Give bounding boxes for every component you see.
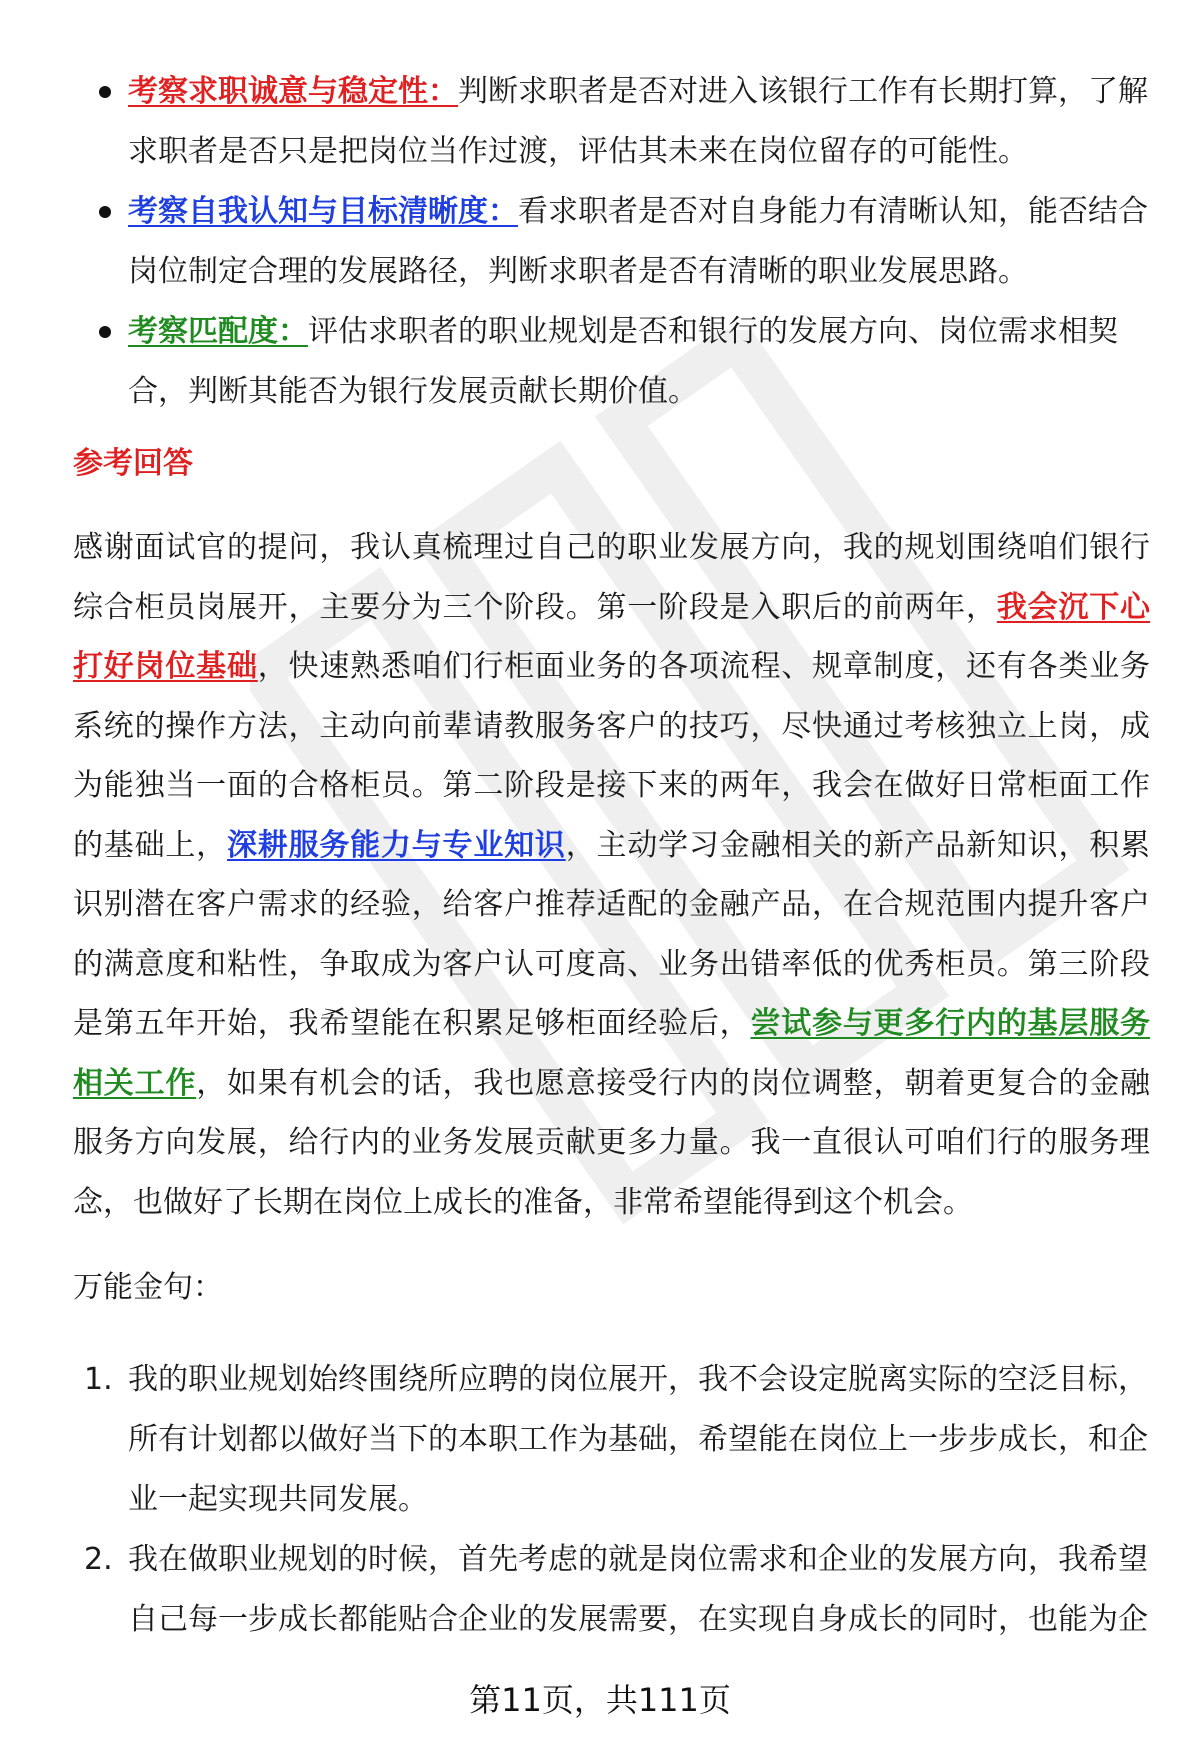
answer-text: 感谢面试官的提问，我认真梳理过自己的职业发展方向，我的规划围绕咱们银行综合柜员岗展开，主要分为三个阶段。第一阶段是入职后的前两年， [73,530,1150,625]
page-footer: 第11页，共111页 [469,1681,731,1719]
criteria-text: 判断求职者是否对进入该银行工作有长期打算，了解求职者是否只是把岗位当作过渡，评估其未来在岗位留存的可能性。 [128,74,1148,169]
answer-highlight: 我会沉下心打好岗位基础 [73,589,1151,684]
list-item [95,302,1155,422]
answer-highlight: 深耕服务能力与专业知识 [226,827,566,863]
golden-sentences-list [80,1350,1155,1650]
golden-sentence-text: 我在做职业规划的时候，首先考虑的就是岗位需求和企业的发展方向，我希望自己每一步成长都能贴合企业的发展需要，在实现自身成长的同时，也能为企 [128,1542,1148,1637]
answer-heading: 参考回答 [73,446,193,481]
answer-highlight: 尝试参与更多行内的基层服务相关工作 [73,1006,1151,1101]
answer-text: ，快速熟悉咱们行柜面业务的各项流程、规章制度，还有各类业务系统的操作方法，主动向前辈请教服务客户的技巧，尽快通过考核独立上岗，成为能独当一面的合格柜员。第二阶段是接下来的两年，我会在做好日常柜面工作的基础上， [73,649,1151,863]
list-number: 1. [84,1362,113,1397]
list-item [80,1350,1155,1530]
list-number: 2. [84,1542,113,1577]
answer-paragraph [73,518,1150,1232]
criteria-keyword: 考察自我认知与目标清晰度： [128,194,518,229]
list-item [95,62,1155,182]
criteria-text: 评估求职者的职业规划是否和银行的发展方向、岗位需求相契合，判断其能否为银行发展贡献长期价值。 [128,314,1118,409]
golden-sentence-text: 我的职业规划始终围绕所应聘的岗位展开，我不会设定脱离实际的空泛目标，所有计划都以做好当下的本职工作为基础，希望能在岗位上一步步成长，和企业一起实现共同发展。 [128,1362,1148,1517]
criteria-list [95,62,1155,422]
criteria-text: 看求职者是否对自身能力有清晰认知，能否结合岗位制定合理的发展路径，判断求职者是否有清晰的职业发展思路。 [128,194,1148,289]
criteria-keyword: 考察求职诚意与稳定性： [128,74,458,109]
bullet-icon [99,326,111,338]
list-item [80,1530,1155,1650]
golden-sentences-heading: 万能金句： [73,1270,223,1305]
answer-text: ，主动学习金融相关的新产品新知识，积累识别潜在客户需求的经验，给客户推荐适配的金融产品，在合规范围内提升客户的满意度和粘性，争取成为客户认可度高、业务出错率低的优秀柜员。第三阶段是第五年开始，我希望能在积累足够柜面经验后， [73,827,1151,1041]
criteria-keyword: 考察匹配度： [128,314,308,349]
list-item [95,182,1155,302]
bullet-icon [99,206,111,218]
bullet-icon [99,86,111,98]
answer-text: ，如果有机会的话，我也愿意接受行内的岗位调整，朝着更复合的金融服务方向发展，给行内的业务发展贡献更多力量。我一直很认可咱们行的服务理念，也做好了长期在岗位上成长的准备，非常希望能得到这个机会。 [73,1065,1151,1220]
